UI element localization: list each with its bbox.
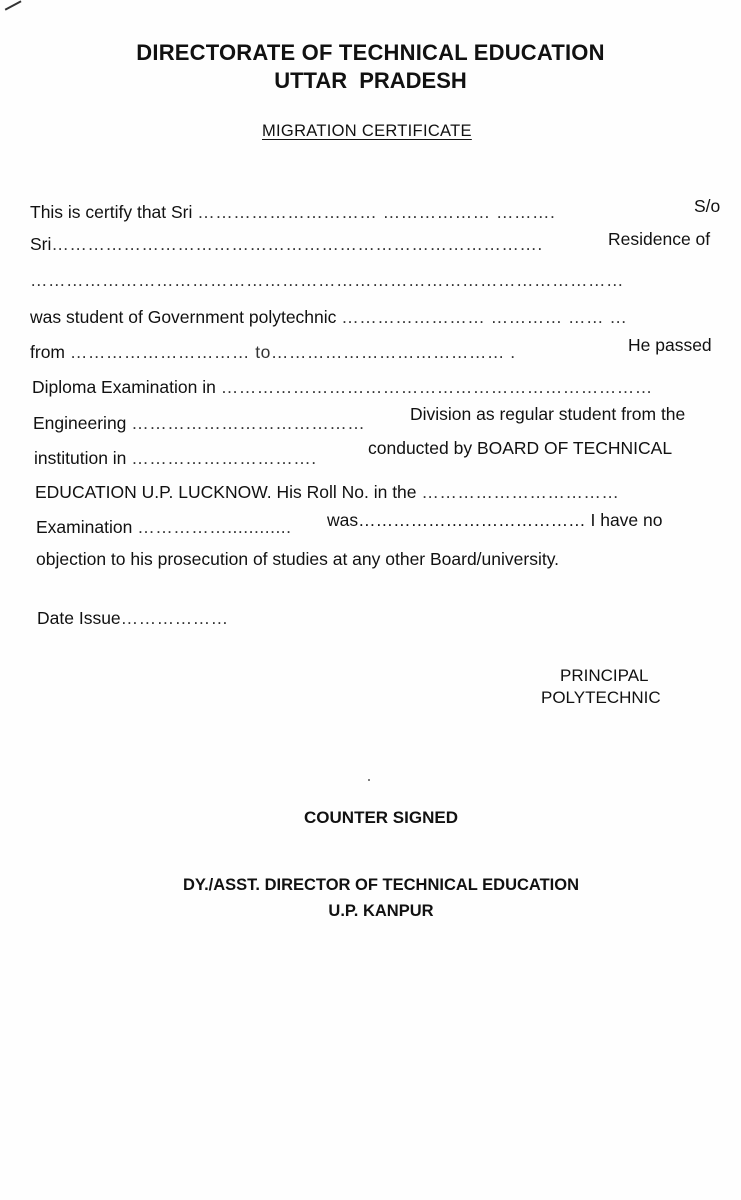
body-line-2-tail: Residence of (608, 229, 711, 249)
body-line-text: was student of Government polytechnic (30, 307, 337, 327)
body-line-5 (30, 342, 516, 363)
body-line-8 (34, 448, 317, 469)
body-line-1-tail: S/o (694, 196, 721, 216)
body-line-10 (36, 517, 292, 538)
fill-in-dots: …………………… ………… …… … (341, 307, 628, 327)
body-line-text: institution in (34, 448, 127, 468)
scan-speck (368, 779, 370, 781)
date-issue (37, 608, 229, 629)
body-line-6 (32, 377, 653, 398)
fill-in-dots: ……………………………………………………………………………………… (30, 270, 624, 290)
body-line-8-tail: conducted by BOARD OF TECHNICAL (368, 438, 673, 458)
body-line-text: Engineering (33, 413, 127, 433)
signature-polytechnic: POLYTECHNIC (541, 688, 661, 707)
body-line-text: Examination (36, 517, 133, 537)
fill-in-dots: ………………………………… (131, 413, 366, 433)
fill-in-dots: ……………............ (137, 517, 292, 537)
body-line-4 (30, 307, 627, 328)
fill-in-dots: ……………………………………………………………… (220, 377, 653, 397)
body-line-text: This is certify that Sri (30, 202, 193, 222)
body-line-7 (33, 413, 365, 434)
body-line-3 (30, 270, 624, 291)
fill-in-dots: ………………………… ……………… ………. (197, 202, 556, 222)
fill-in-dots: …………………………. (131, 448, 317, 468)
director-location: U.P. KANPUR (328, 902, 434, 920)
body-line-text: objection to his prosecution of studies at any other Board/university. (36, 549, 560, 569)
header-subtitle: UTTAR PRADESH (274, 68, 467, 93)
body-line-2 (30, 234, 543, 255)
body-line-5-tail: He passed (628, 335, 712, 355)
fill-in-dots: ………………………… to………………………………… . (69, 342, 516, 362)
body-line-9 (35, 482, 619, 503)
fill-in-dots: ………………………………………………………………………. (51, 234, 543, 254)
body-line-text: Sri (30, 234, 52, 254)
counter-signed-heading: COUNTER SIGNED (304, 808, 458, 827)
fill-in-dots: …………………………… (421, 482, 620, 502)
body-line-text: Diploma Examination in (32, 377, 216, 397)
header-title: DIRECTORATE OF TECHNICAL EDUCATION (136, 40, 605, 65)
body-line-11 (36, 549, 559, 570)
signature-principal: PRINCIPAL (560, 666, 649, 685)
body-line-1 (30, 202, 555, 223)
body-line-text: EDUCATION U.P. LUCKNOW. His Roll No. in the (35, 482, 417, 502)
corner-mark (0, 0, 22, 11)
body-line-10-tail: was………………………………… I have no (327, 510, 663, 530)
director-title: DY./ASST. DIRECTOR OF TECHNICAL EDUCATION (182, 876, 580, 894)
body-line-text: from (30, 342, 65, 362)
body-line-7-tail: Division as regular student from the (410, 404, 686, 424)
fill-in-dots: ……………… (120, 608, 229, 628)
date-issue-label: Date Issue (37, 608, 121, 628)
certificate-title: MIGRATION CERTIFICATE (262, 122, 472, 140)
